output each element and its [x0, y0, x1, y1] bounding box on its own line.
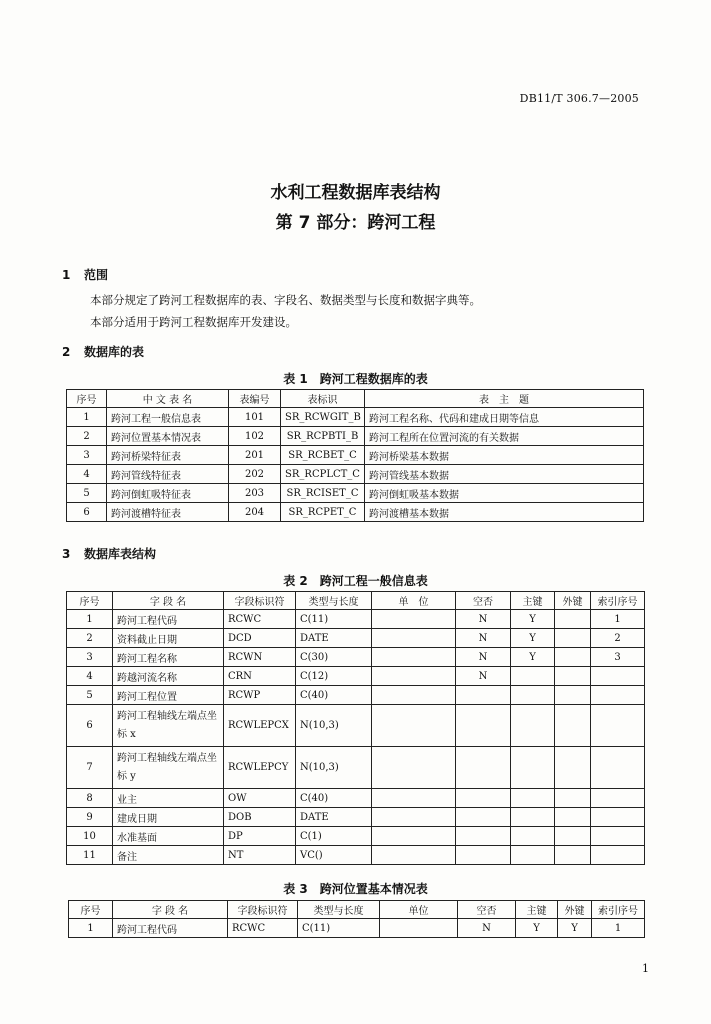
table-row: [67, 747, 645, 789]
column-header: 序号: [67, 390, 107, 408]
table-cell: [372, 629, 456, 648]
table-cell: 4: [67, 667, 113, 686]
table-cell: 4: [67, 465, 107, 484]
table-cell: 11: [67, 846, 113, 865]
table-cell: N: [456, 629, 511, 648]
table-cell: C(40): [296, 686, 372, 705]
table-cell: [372, 808, 456, 827]
section-2-heading: [62, 343, 144, 360]
paragraph: 本部分规定了跨河工程数据库的表、字段名、数据类型与长度和数据字典等。: [90, 293, 481, 307]
table-cell: 3: [67, 648, 113, 667]
table-cell: [456, 808, 511, 827]
table-row: [67, 648, 645, 667]
table-cell: [555, 629, 591, 648]
column-header: 表 主 题: [365, 390, 644, 408]
table-cell: 跨河工程所在位置河流的有关数据: [365, 427, 644, 446]
section-number: 2: [62, 345, 71, 359]
table-cell: OW: [224, 789, 296, 808]
table-cell: 204: [229, 503, 281, 522]
table-3-caption: 表 3 跨河位置基本情况表: [283, 882, 428, 896]
table-cell: 5: [67, 484, 107, 503]
table-cell: DATE: [296, 808, 372, 827]
table-cell: [380, 919, 458, 938]
table-header-row: [69, 901, 645, 919]
table-cell: SR_RCPBTI_B: [281, 427, 365, 446]
column-header: 索引序号: [591, 592, 645, 610]
table-3: [68, 900, 645, 938]
table-cell: 1: [592, 919, 645, 938]
table-cell: 跨河桥梁基本数据: [365, 446, 644, 465]
table-cell: VC(): [296, 846, 372, 865]
table-cell: 5: [67, 686, 113, 705]
table-cell: 202: [229, 465, 281, 484]
table-cell: 1: [69, 919, 113, 938]
table-cell: C(12): [296, 667, 372, 686]
table-cell: 跨河渡槽特征表: [107, 503, 229, 522]
table-cell: [456, 747, 511, 789]
table-cell: 跨越河流名称: [113, 667, 224, 686]
column-header: 单位: [380, 901, 458, 919]
table-cell: 跨河工程名称、代码和建成日期等信息: [365, 408, 644, 427]
table-cell: [591, 747, 645, 789]
standard-number: DB11/T 306.7—2005: [519, 92, 639, 105]
table-cell: [372, 648, 456, 667]
table-cell: [555, 610, 591, 629]
table-cell: [591, 808, 645, 827]
table-cell: DOB: [224, 808, 296, 827]
table-row: [67, 686, 645, 705]
table-cell: DP: [224, 827, 296, 846]
table-cell: 7: [67, 747, 113, 789]
table-cell: [511, 846, 555, 865]
table-row: [69, 919, 645, 938]
table-cell: 2: [67, 427, 107, 446]
table-cell: SR_RCISET_C: [281, 484, 365, 503]
table-cell: [555, 667, 591, 686]
table-cell: DATE: [296, 629, 372, 648]
table-cell: [555, 686, 591, 705]
table-cell: 102: [229, 427, 281, 446]
table-cell: 203: [229, 484, 281, 503]
table-row: [67, 408, 644, 427]
table-cell: [555, 789, 591, 808]
section-title: 范围: [84, 268, 109, 282]
table-cell: 跨河工程位置: [113, 686, 224, 705]
table-cell: RCWP: [224, 686, 296, 705]
table-cell: [511, 808, 555, 827]
table-cell: 跨河位置基本情况表: [107, 427, 229, 446]
table-cell: 跨河渡槽基本数据: [365, 503, 644, 522]
column-header: 索引序号: [592, 901, 645, 919]
table-cell: 9: [67, 808, 113, 827]
table-row: [67, 446, 644, 465]
table-cell: [555, 747, 591, 789]
table-cell: 6: [67, 705, 113, 747]
table-cell: 8: [67, 789, 113, 808]
table-cell: RCWLEPCY: [224, 747, 296, 789]
table-row: [67, 484, 644, 503]
table-cell: 跨河管线特征表: [107, 465, 229, 484]
table-cell: [555, 705, 591, 747]
table-cell: [591, 789, 645, 808]
table-row: [67, 465, 644, 484]
document-subtitle: 第 7 部分：跨河工程: [275, 213, 436, 233]
table-cell: CRN: [224, 667, 296, 686]
table-cell: [456, 789, 511, 808]
column-header: 类型与长度: [296, 592, 372, 610]
table-cell: [372, 846, 456, 865]
table-cell: N: [458, 919, 516, 938]
column-header: 空否: [458, 901, 516, 919]
table-cell: C(11): [296, 610, 372, 629]
table-cell: 资料截止日期: [113, 629, 224, 648]
section-title: 数据库的表: [84, 345, 145, 359]
table-cell: 跨河倒虹吸基本数据: [365, 484, 644, 503]
table-cell: N: [456, 648, 511, 667]
table-cell: C(1): [296, 827, 372, 846]
table-cell: 1: [591, 610, 645, 629]
table-cell: SR_RCPET_C: [281, 503, 365, 522]
table-cell: 跨河工程一般信息表: [107, 408, 229, 427]
table-row: [67, 846, 645, 865]
table-cell: 跨河工程代码: [113, 919, 228, 938]
table-cell: 3: [591, 648, 645, 667]
table-cell: C(11): [298, 919, 380, 938]
table-cell: [591, 705, 645, 747]
column-header: 字段标识符: [228, 901, 298, 919]
column-header: 空否: [456, 592, 511, 610]
column-header: 表编号: [229, 390, 281, 408]
table-1-caption: 表 1 跨河工程数据库的表: [283, 372, 428, 386]
table-row: [67, 610, 645, 629]
column-header: 字 段 名: [113, 901, 228, 919]
table-cell: SR_RCPLCT_C: [281, 465, 365, 484]
table-cell: N(10,3): [296, 705, 372, 747]
document-title: 水利工程数据库表结构: [270, 183, 441, 203]
table-cell: RCWN: [224, 648, 296, 667]
table-row: [67, 808, 645, 827]
table-cell: [511, 789, 555, 808]
table-cell: 跨河工程轴线左端点坐标 x: [113, 705, 224, 747]
table-cell: [591, 686, 645, 705]
table-cell: [511, 705, 555, 747]
table-cell: 2: [67, 629, 113, 648]
table-cell: 业主: [113, 789, 224, 808]
table-cell: [456, 686, 511, 705]
page-number: 1: [642, 962, 649, 975]
table-cell: [555, 846, 591, 865]
table-cell: SR_RCWGIT_B: [281, 408, 365, 427]
section-number: 1: [62, 268, 71, 282]
table-cell: 建成日期: [113, 808, 224, 827]
section-title: 数据库表结构: [84, 547, 157, 561]
table-cell: [372, 610, 456, 629]
section-3-heading: [62, 545, 156, 562]
table-cell: DCD: [224, 629, 296, 648]
table-cell: [555, 808, 591, 827]
table-cell: 跨河倒虹吸特征表: [107, 484, 229, 503]
column-header: 序号: [67, 592, 113, 610]
column-header: 外键: [558, 901, 592, 919]
table-cell: [372, 789, 456, 808]
table-2: [66, 591, 645, 865]
paragraph: 本部分适用于跨河工程数据库开发建设。: [90, 315, 297, 329]
table-cell: Y: [511, 610, 555, 629]
table-row: [67, 427, 644, 446]
column-header: 主键: [516, 901, 558, 919]
table-2-caption: 表 2 跨河工程一般信息表: [283, 574, 428, 588]
table-cell: [372, 705, 456, 747]
table-cell: 3: [67, 446, 107, 465]
table-cell: NT: [224, 846, 296, 865]
table-row: [67, 629, 645, 648]
table-cell: SR_RCBET_C: [281, 446, 365, 465]
table-cell: 跨河工程轴线左端点坐标 y: [113, 747, 224, 789]
table-cell: [591, 846, 645, 865]
table-cell: [372, 747, 456, 789]
table-header-row: [67, 390, 644, 408]
table-cell: [372, 667, 456, 686]
column-header: 字 段 名: [113, 592, 224, 610]
table-cell: 10: [67, 827, 113, 846]
table-row: [67, 705, 645, 747]
table-cell: 跨河管线基本数据: [365, 465, 644, 484]
table-cell: [456, 827, 511, 846]
table-cell: RCWC: [228, 919, 298, 938]
table-cell: N: [456, 667, 511, 686]
table-cell: C(40): [296, 789, 372, 808]
table-cell: 跨河桥梁特征表: [107, 446, 229, 465]
table-cell: Y: [516, 919, 558, 938]
table-cell: [372, 827, 456, 846]
table-row: [67, 827, 645, 846]
column-header: 中 文 表 名: [107, 390, 229, 408]
table-cell: RCWLEPCX: [224, 705, 296, 747]
table-cell: [511, 827, 555, 846]
table-cell: [591, 667, 645, 686]
table-cell: [591, 827, 645, 846]
table-cell: 1: [67, 408, 107, 427]
table-cell: [511, 747, 555, 789]
table-cell: N(10,3): [296, 747, 372, 789]
table-cell: [555, 648, 591, 667]
table-cell: 6: [67, 503, 107, 522]
column-header: 类型与长度: [298, 901, 380, 919]
table-cell: RCWC: [224, 610, 296, 629]
section-number: 3: [62, 547, 71, 561]
table-1: [66, 389, 644, 522]
table-cell: 101: [229, 408, 281, 427]
table-cell: [456, 705, 511, 747]
table-cell: [511, 667, 555, 686]
table-cell: 1: [67, 610, 113, 629]
table-cell: Y: [511, 629, 555, 648]
column-header: 单 位: [372, 592, 456, 610]
table-cell: N: [456, 610, 511, 629]
table-cell: Y: [511, 648, 555, 667]
column-header: 主键: [511, 592, 555, 610]
table-cell: [372, 686, 456, 705]
table-row: [67, 503, 644, 522]
table-cell: 备注: [113, 846, 224, 865]
table-cell: [555, 827, 591, 846]
table-cell: C(30): [296, 648, 372, 667]
table-cell: 201: [229, 446, 281, 465]
column-header: 序号: [69, 901, 113, 919]
table-cell: 2: [591, 629, 645, 648]
column-header: 表标识: [281, 390, 365, 408]
table-row: [67, 667, 645, 686]
table-header-row: [67, 592, 645, 610]
table-row: [67, 789, 645, 808]
column-header: 字段标识符: [224, 592, 296, 610]
column-header: 外键: [555, 592, 591, 610]
table-cell: [456, 846, 511, 865]
table-cell: Y: [558, 919, 592, 938]
section-1-heading: [62, 266, 108, 283]
table-cell: [511, 686, 555, 705]
table-cell: 跨河工程名称: [113, 648, 224, 667]
table-cell: 水准基面: [113, 827, 224, 846]
table-cell: 跨河工程代码: [113, 610, 224, 629]
